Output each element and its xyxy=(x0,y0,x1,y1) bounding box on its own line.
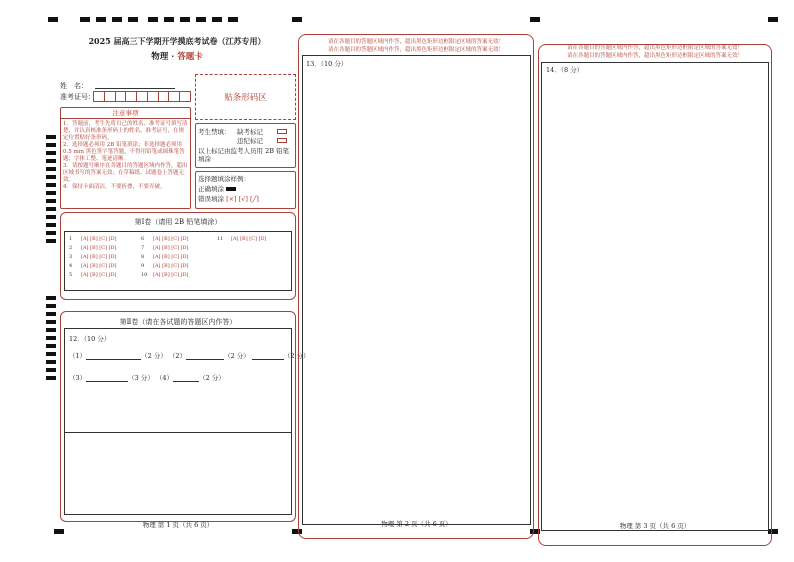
answer-row[interactable]: 2 [A] [B] [C] [D] xyxy=(69,245,117,251)
answer-blank[interactable] xyxy=(186,353,224,360)
q14-answer-frame[interactable] xyxy=(541,62,769,531)
card-subtitle xyxy=(62,50,292,62)
q12-line-2: （3） （3 分） （4） （2 分） xyxy=(69,374,225,382)
notice-list xyxy=(63,121,189,191)
answer-row[interactable]: 6 [A] [B] [C] [D] xyxy=(141,236,189,242)
violation-mark-label: 违纪标记 xyxy=(237,137,263,145)
side-mark xyxy=(46,344,56,348)
side-mark xyxy=(46,167,56,171)
notice-title: 注意事项 xyxy=(60,108,191,119)
part2-title: 第Ⅱ卷（请在各试题的答题区内作答） xyxy=(119,318,237,326)
notice-item: 2．选择题必须用 2B 铅笔填涂；非选择题必须用 0.5 mm 黑色签字笔答题，不得用铅笔或圆珠笔答题；字体工整、笔迹清晰。 xyxy=(63,142,185,162)
side-mark xyxy=(46,223,56,227)
answers-col-3 xyxy=(217,235,267,244)
side-mark xyxy=(46,207,56,211)
timing-mark xyxy=(48,17,58,22)
exam-id-label: 准考证号： xyxy=(60,93,95,101)
timing-mark xyxy=(180,17,190,22)
q13-title: 13．（10 分） xyxy=(306,60,348,68)
side-mark xyxy=(46,159,56,163)
timing-mark xyxy=(228,17,238,22)
answer-row[interactable]: 11 [A] [B] [C] [D] xyxy=(217,236,267,242)
answer-row[interactable]: 1 [A] [B] [C] [D] xyxy=(69,236,117,242)
side-mark xyxy=(46,320,56,324)
answer-row[interactable]: 9 [A] [B] [C] [D] xyxy=(141,263,189,269)
side-mark xyxy=(46,296,56,300)
answer-blank[interactable] xyxy=(86,353,141,360)
absent-mark-box[interactable] xyxy=(277,129,287,134)
side-mark xyxy=(46,312,56,316)
card-label: 答题卡 xyxy=(177,52,203,62)
timing-mark xyxy=(164,17,174,22)
side-mark xyxy=(46,143,56,147)
part1-title: 第Ⅰ卷（请用 2B 铅笔填涂） xyxy=(134,218,222,226)
answer-row[interactable]: 4 [A] [B] [C] [D] xyxy=(69,263,117,269)
name-label: 姓 名： xyxy=(60,82,88,90)
timing-mark xyxy=(54,529,64,534)
side-mark xyxy=(46,239,56,243)
side-mark xyxy=(46,183,56,187)
timing-mark xyxy=(292,17,302,22)
page2-footer: 物理 第 2 页（共 6 页） xyxy=(381,520,452,528)
notice-item: 1．答题前，考生先将自己的姓名、准考证号填写清楚，并认真核准条形码上的姓名、准考证号，在规定位置贴好条形码。 xyxy=(63,121,188,141)
side-mark xyxy=(46,191,56,195)
q14-title: 14．（8 分） xyxy=(546,66,584,74)
timing-mark xyxy=(80,17,90,22)
exam-status-note: 以上标记由监考人员用 2B 铅笔填涂 xyxy=(198,147,290,163)
timing-mark xyxy=(112,17,122,22)
answer-row[interactable]: 10 [A] [B] [C] [D] xyxy=(141,272,189,278)
page2-warning-top-2: 请在各题目的答题区域内作答，超出黑色矩形边框限定区域的答案无效！ xyxy=(327,47,504,53)
wrong-fill-label: 错误填涂 [×] [√] [╱] xyxy=(198,195,259,203)
answer-blank[interactable] xyxy=(173,375,199,382)
subject-name: 物理 xyxy=(151,52,169,62)
part2-divider xyxy=(64,432,292,433)
side-mark xyxy=(46,336,56,340)
notice-item: 3．请按题号顺序在各题目的答题区域内作答，超出区域书写的答案无效；在草稿纸、试题卷上答题无效。 xyxy=(63,163,188,183)
barcode-area xyxy=(195,74,296,120)
timing-mark xyxy=(148,17,158,22)
side-mark xyxy=(46,328,56,332)
correct-fill-label: 正确填涂 xyxy=(198,185,236,193)
timing-mark xyxy=(212,17,222,22)
exam-title: 2025 届高三下学期开学摸底考试卷（江苏专用） xyxy=(88,36,266,46)
q12-title: 12．（10 分） xyxy=(69,335,111,343)
answer-row[interactable]: 7 [A] [B] [C] [D] xyxy=(141,245,189,251)
page3-footer: 物理 第 3 页（共 6 页） xyxy=(619,522,691,530)
name-field[interactable] xyxy=(95,88,175,89)
violation-mark-box[interactable] xyxy=(277,138,287,143)
timing-mark xyxy=(128,17,138,22)
timing-mark xyxy=(768,17,778,22)
timing-mark xyxy=(196,17,206,22)
answer-row[interactable]: 8 [A] [B] [C] [D] xyxy=(141,254,189,260)
timing-mark xyxy=(530,17,540,22)
side-mark xyxy=(46,215,56,219)
q13-answer-frame[interactable] xyxy=(302,55,531,525)
page3-warning-top-1: 请在各题目的答题区域内作答，超出黑色矩形边框限定区域的答案无效！ xyxy=(566,45,743,51)
absent-mark-label: 缺考标记 xyxy=(237,128,263,136)
fill-example-title: 选择题填涂样例： xyxy=(198,175,250,183)
answer-row[interactable]: 5 [A] [B] [C] [D] xyxy=(69,272,117,278)
answers-col-2 xyxy=(141,235,189,280)
separator-dot: · xyxy=(171,52,175,62)
page1-footer: 物理 第 1 页（共 6 页） xyxy=(142,521,214,529)
side-mark xyxy=(46,199,56,203)
exam-id-boxes[interactable] xyxy=(93,91,191,102)
correct-fill-sample xyxy=(226,187,236,191)
side-mark xyxy=(46,304,56,308)
side-mark xyxy=(46,352,56,356)
page2-warning-top-1: 请在各题目的答题区域内作答，超出黑色矩形边框限定区域的答案无效！ xyxy=(327,39,504,45)
answer-blank[interactable] xyxy=(252,353,284,360)
side-mark xyxy=(46,231,56,235)
notice-item: 4．保持卡面清洁，不要折叠，不要弄破。 xyxy=(63,184,166,190)
side-mark xyxy=(46,175,56,179)
side-mark xyxy=(46,368,56,372)
side-mark xyxy=(46,135,56,139)
exam-status-label: 考生禁填： xyxy=(198,128,231,136)
barcode-label: 贴条形码区 xyxy=(224,93,267,103)
timing-mark xyxy=(96,17,106,22)
side-mark xyxy=(46,151,56,155)
page3-warning-top-2: 请在各题目的答题区域内作答，超出黑色矩形边框限定区域的答案无效！ xyxy=(566,53,743,59)
side-mark xyxy=(46,376,56,380)
wrong-fill-samples: [×] [√] [╱] xyxy=(226,195,259,203)
answer-row[interactable]: 3 [A] [B] [C] [D] xyxy=(69,254,117,260)
q12-line-1: （1） （2 分） （2） （2 分） （2 分） xyxy=(69,352,310,360)
answer-blank[interactable] xyxy=(86,375,128,382)
side-mark xyxy=(46,360,56,364)
answers-col-1 xyxy=(69,235,117,280)
